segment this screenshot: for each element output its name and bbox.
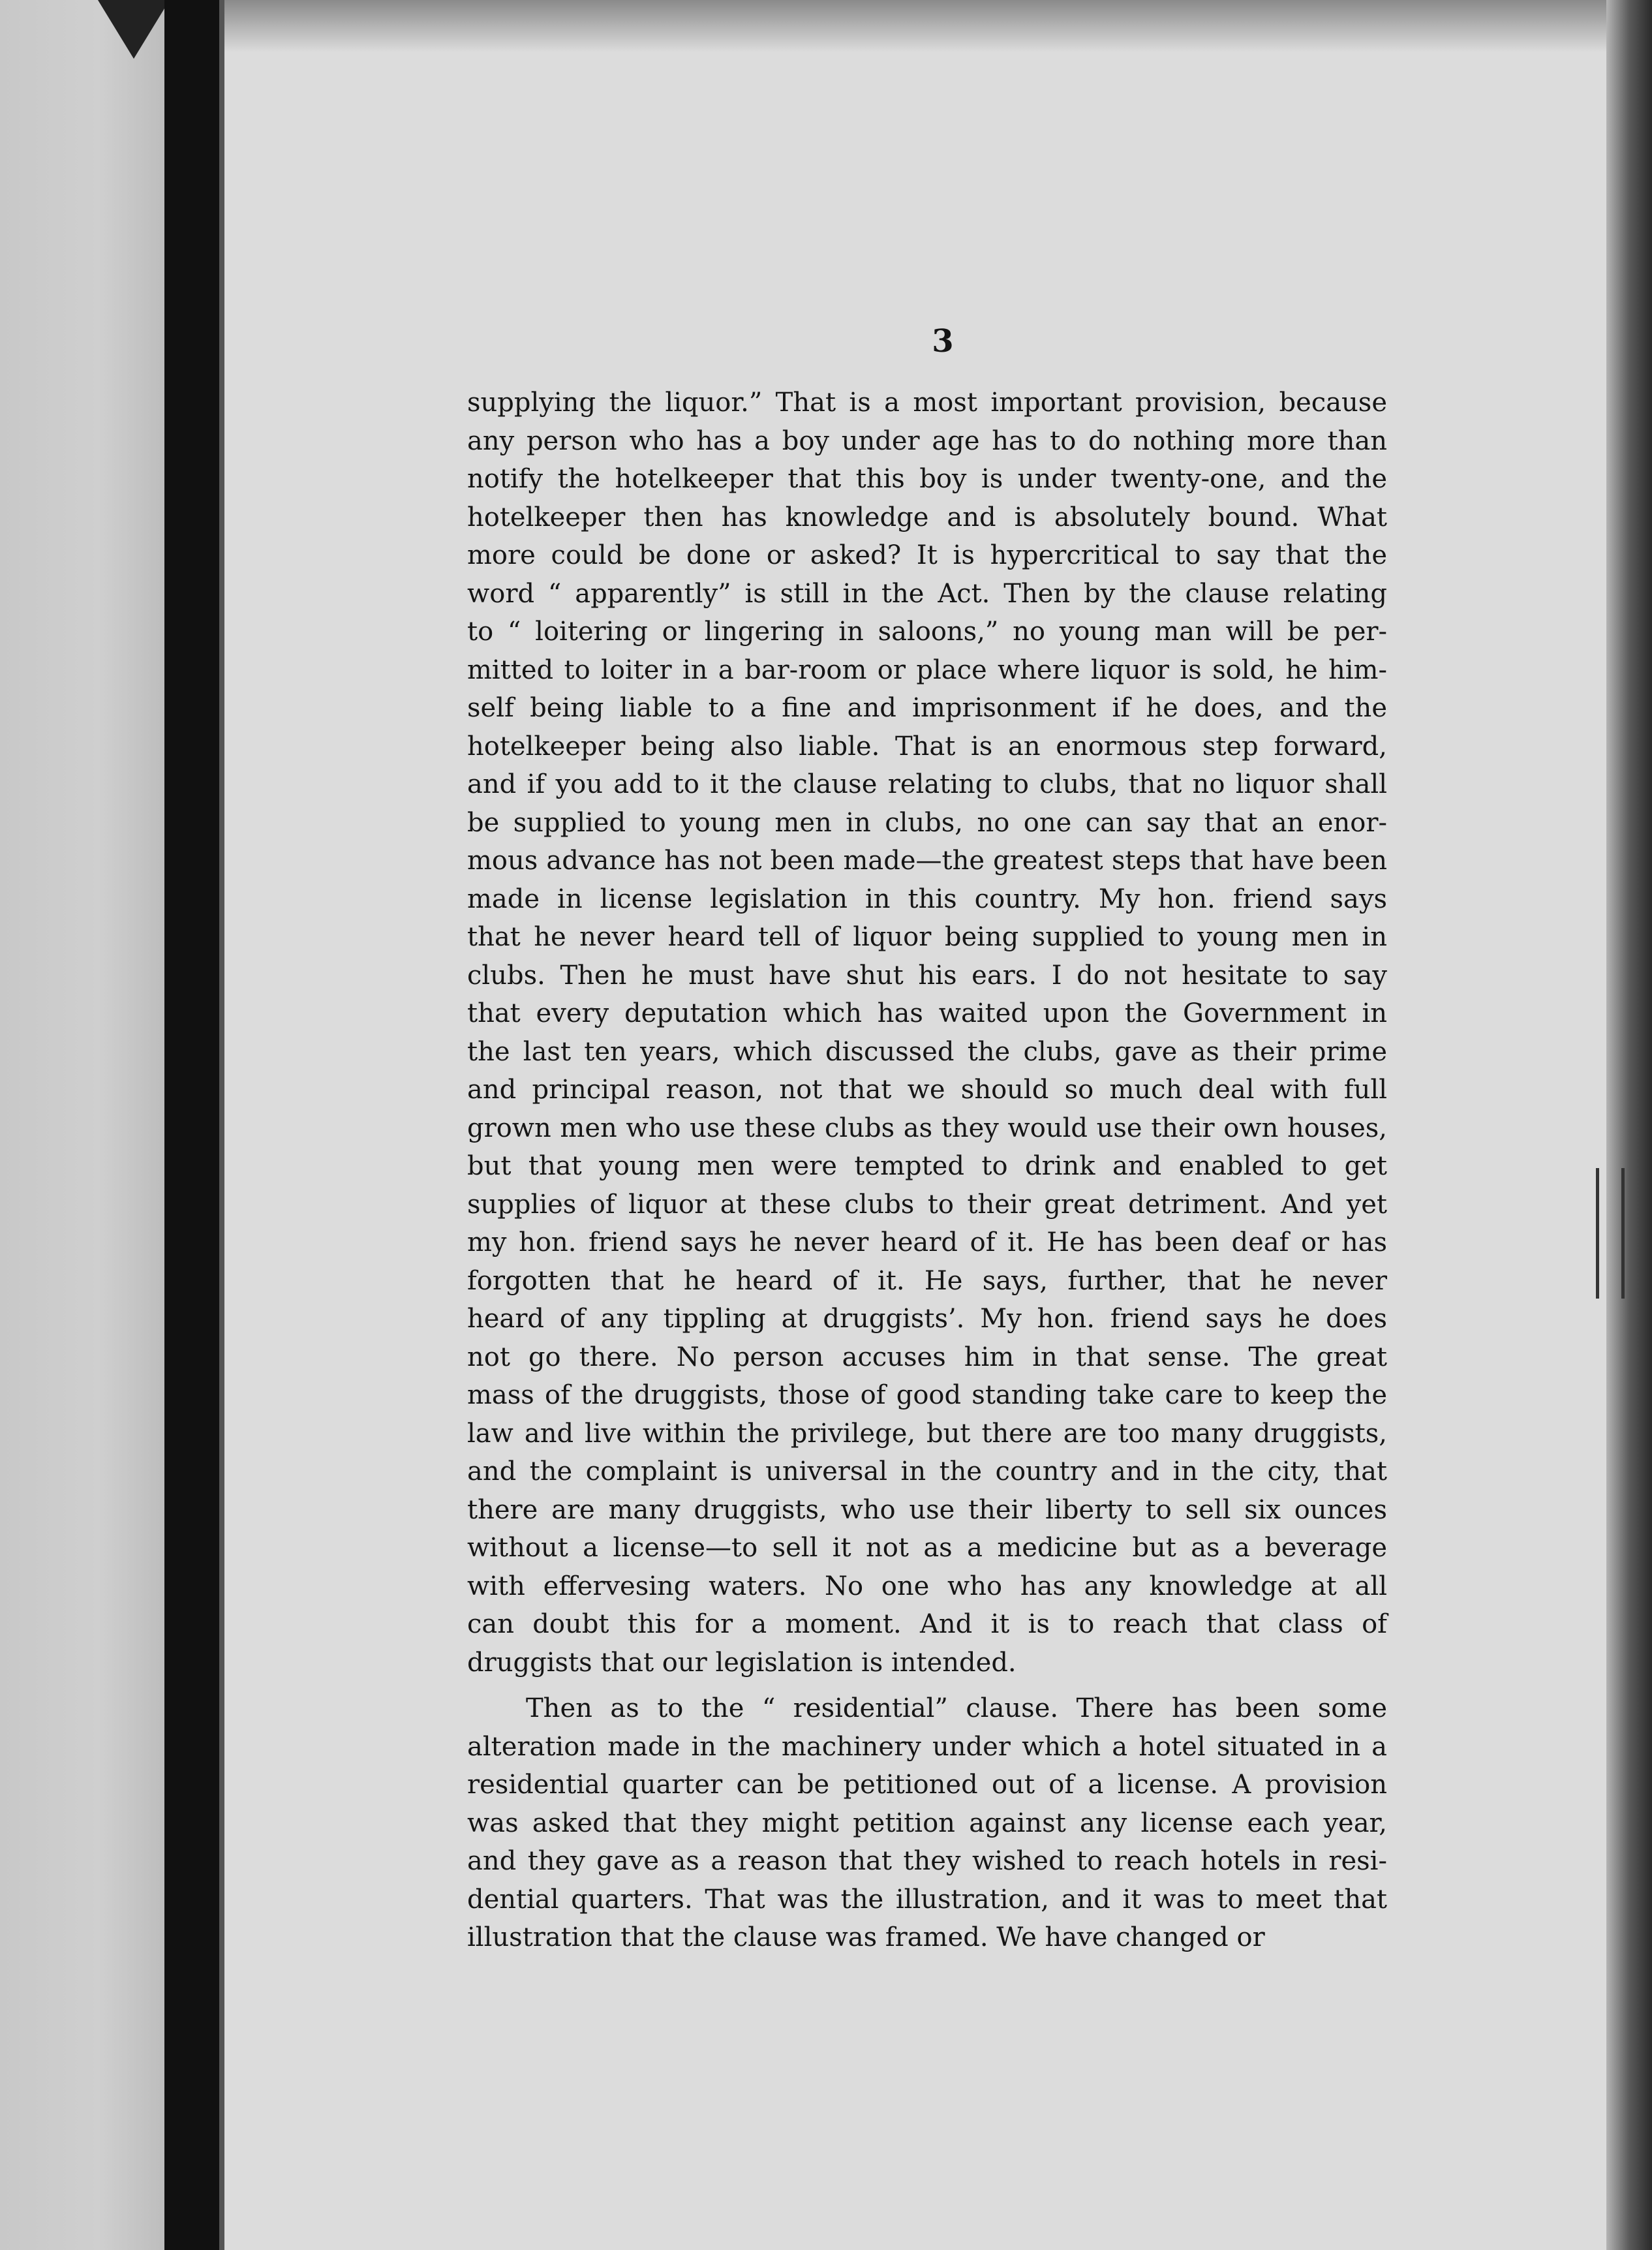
text-line: more could be done or asked? It is hypercritical to say that the xyxy=(467,540,1387,570)
text-line: that he never heard tell of liquor being supplied to young men in xyxy=(467,922,1387,952)
text-line: dential quarters. That was the illustration, and it was to meet that xyxy=(467,1884,1387,1915)
edge-marks xyxy=(1596,1168,1625,1299)
paragraph-gap xyxy=(467,1682,1387,1689)
text-line: supplies of liquor at these clubs to their great detriment. And yet xyxy=(467,1189,1387,1220)
text-line: made in license legislation in this country. My hon. friend says xyxy=(467,884,1387,914)
top-shadow xyxy=(224,0,1652,52)
text-line: can doubt this for a moment. And it is to reach that class of xyxy=(467,1609,1387,1639)
text-line: supplying the liquor.” That is a most important provision, because xyxy=(467,388,1387,418)
text-line: to “ loitering or lingering in saloons,” no young man will be per- xyxy=(467,617,1387,647)
text-line: word “ apparently” is still in the Act. Then by the clause relating xyxy=(467,578,1387,609)
text-line: mous advance has not been made—the greatest steps that have been xyxy=(467,846,1387,876)
text-line: mass of the druggists, those of good standing take care to keep the xyxy=(467,1380,1387,1410)
text-line: residential quarter can be petitioned out of a license. A provision xyxy=(467,1770,1387,1800)
text-line: clubs. Then he must have shut his ears. I do not hesitate to say xyxy=(467,960,1387,991)
text-line: my hon. friend says he never heard of it. He has been deaf or has xyxy=(467,1227,1387,1257)
paragraph xyxy=(467,1689,1387,1957)
text-line: be supplied to young men in clubs, no one can say that an enor- xyxy=(467,807,1387,838)
text-line: and they gave as a reason that they wished to reach hotels in resi- xyxy=(467,1846,1387,1876)
binding-edge xyxy=(219,0,224,2250)
text-line: was asked that they might petition against any license each year, xyxy=(467,1808,1387,1838)
binding-shadow xyxy=(164,0,219,2250)
text-line: notify the hotelkeeper that this boy is under twenty-one, and the xyxy=(467,464,1387,494)
corner-mark xyxy=(98,0,170,59)
text-line: that every deputation which has waited upon the Government in xyxy=(467,998,1387,1028)
text-line: druggists that our legislation is intended. xyxy=(467,1647,1017,1678)
text-line: there are many druggists, who use their liberty to sell six ounces xyxy=(467,1494,1387,1525)
page-number: 3 xyxy=(932,323,954,360)
text-line: Then as to the “ residential” clause. There has been some xyxy=(526,1693,1387,1723)
text-line: grown men who use these clubs as they would use their own houses, xyxy=(467,1113,1387,1143)
text-line: and principal reason, not that we should so much deal with full xyxy=(467,1075,1387,1105)
text-line: mitted to loiter in a bar-room or place where liquor is sold, he him- xyxy=(467,655,1387,685)
text-line: without a license—to sell it not as a medicine but as a beverage xyxy=(467,1533,1387,1563)
facing-page-margin xyxy=(0,0,164,2250)
paragraph xyxy=(467,384,1387,1682)
text-line: self being liable to a fine and imprisonment if he does, and the xyxy=(467,693,1387,723)
text-line: hotelkeeper being also liable. That is an enormous step forward, xyxy=(467,731,1387,762)
text-line: with effervesing waters. No one who has any knowledge at all xyxy=(467,1571,1387,1601)
text-line: but that young men were tempted to drink and enabled to get xyxy=(467,1151,1387,1181)
right-page-edge xyxy=(1606,0,1652,2250)
text-line: and the complaint is universal in the country and in the city, that xyxy=(467,1456,1387,1487)
text-line: hotelkeeper then has knowledge and is absolutely bound. What xyxy=(467,502,1387,532)
text-line: forgotten that he heard of it. He says, further, that he never xyxy=(467,1265,1387,1296)
text-line: alteration made in the machinery under which a hotel situated in a xyxy=(467,1731,1387,1762)
body-text xyxy=(467,384,1387,1957)
text-line: and if you add to it the clause relating to clubs, that no liquor shall xyxy=(467,769,1387,799)
text-line: the last ten years, which discussed the clubs, gave as their prime xyxy=(467,1036,1387,1067)
text-line: heard of any tippling at druggists’. My hon. friend says he does xyxy=(467,1304,1387,1334)
text-line: not go there. No person accuses him in that sense. The great xyxy=(467,1342,1387,1372)
text-line: illustration that the clause was framed. We have changed or xyxy=(467,1922,1265,1952)
text-line: law and live within the privilege, but there are too many druggists, xyxy=(467,1418,1387,1449)
text-line: any person who has a boy under age has to do nothing more than xyxy=(467,425,1387,456)
